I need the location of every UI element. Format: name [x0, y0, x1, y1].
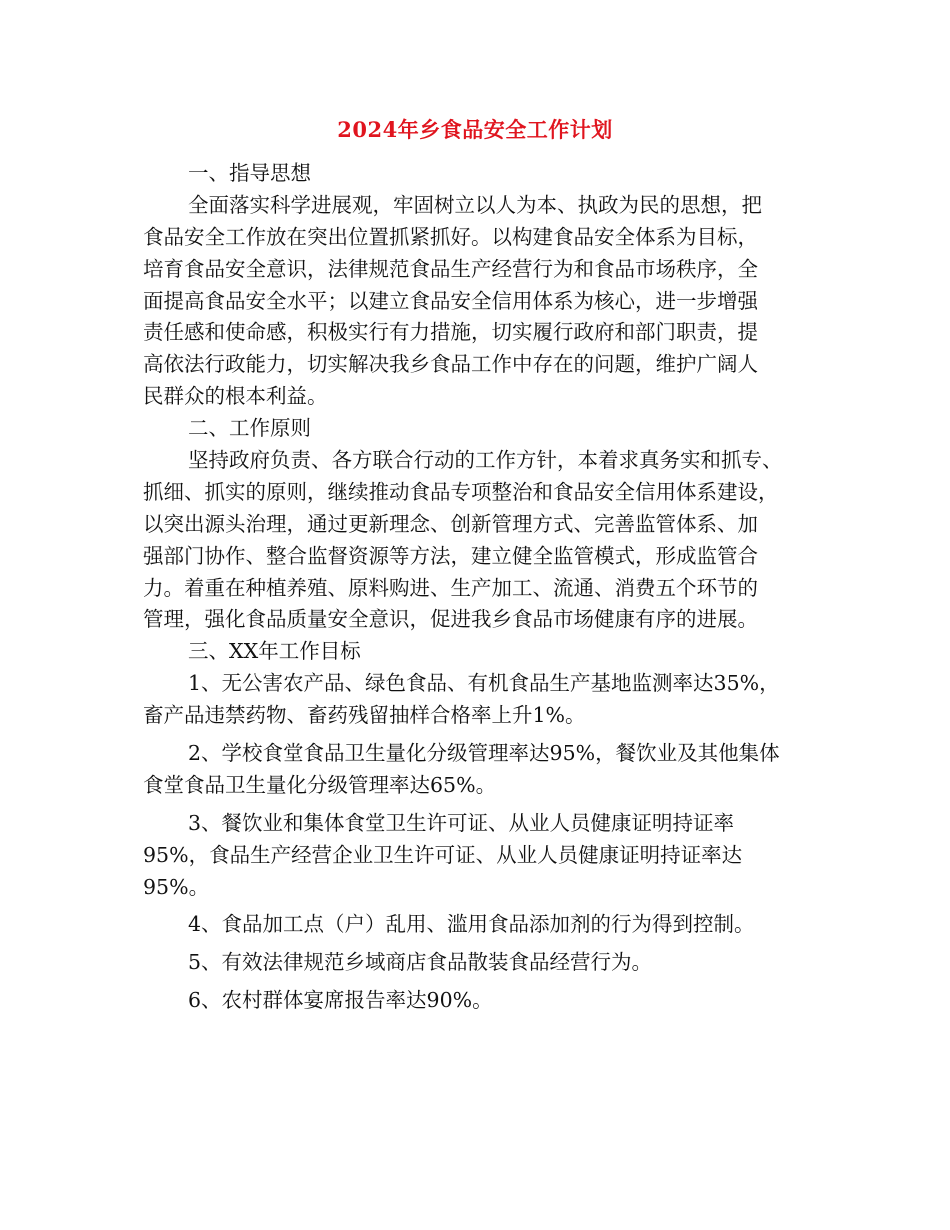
section-heading-work-goals: 三、XX年工作目标	[188, 639, 361, 664]
goal-item-line: 畜产品违禁药物、畜药残留抽样合格率上升1%。	[143, 703, 586, 728]
document-title: 2024年乡食品安全工作计划	[337, 117, 613, 142]
section-heading-work-principles: 二、工作原则	[188, 416, 311, 441]
goal-item-line: 3、餐饮业和集体食堂卫生许可证、从业人员健康证明持证率	[188, 810, 735, 835]
paragraph-line: 管理，强化食品质量安全意识，促进我乡食品市场健康有序的进展。	[143, 607, 758, 632]
goal-item-line: 2、学校食堂食品卫生量化分级管理率达95%，餐饮业及其他集体	[188, 741, 780, 766]
paragraph-line: 高依法行政能力，切实解决我乡食品工作中存在的问题，维护广阔人	[143, 352, 758, 377]
paragraph-line: 民群众的根本利益。	[143, 384, 328, 409]
goal-item-line: 6、农村群体宴席报告率达90%。	[188, 988, 493, 1013]
paragraph-line: 全面落实科学进展观，牢固树立以人为本、执政为民的思想，把	[188, 192, 762, 217]
goal-item-line: 95%。	[143, 874, 210, 899]
goal-item-line: 1、无公害农产品、绿色食品、有机食品生产基地监测率达35%，	[188, 671, 780, 696]
paragraph-line: 培育食品安全意识，法律规范食品生产经营行为和食品市场秩序，全	[143, 256, 758, 281]
paragraph-line: 责任感和使命感，积极实行有力措施，切实履行政府和部门职责，提	[143, 320, 758, 345]
goal-item-line: 食堂食品卫生量化分级管理率达65%。	[143, 772, 497, 797]
paragraph-line: 强部门协作、整合监督资源等方法，建立健全监管模式，形成监管合	[143, 543, 758, 568]
paragraph-line: 面提高食品安全水平；以建立食品安全信用体系为核心，进一步增强	[143, 288, 758, 313]
paragraph-line: 力。着重在种植养殖、原料购进、生产加工、流通、消费五个环节的	[143, 575, 758, 600]
paragraph-line: 食品安全工作放在突出位置抓紧抓好。以构建食品安全体系为目标，	[143, 224, 758, 249]
document-body	[143, 158, 809, 1017]
paragraph-line: 抓细、抓实的原则，继续推动食品专项整治和食品安全信用体系建设，	[143, 479, 779, 504]
goal-item-line: 4、食品加工点（户）乱用、滥用食品添加剂的行为得到控制。	[188, 912, 755, 937]
goal-item-line: 5、有效法律规范乡域商店食品散装食品经营行为。	[188, 950, 653, 975]
goal-item-line: 95%，食品生产经营企业卫生许可证、从业人员健康证明持证率达	[143, 842, 743, 867]
section-heading-guiding-ideology: 一、指导思想	[188, 161, 311, 185]
paragraph-line: 以突出源头治理，通过更新理念、创新管理方式、完善监管体系、加	[143, 511, 758, 536]
paragraph-line: 坚持政府负责、各方联合行动的工作方针，本着求真务实和抓专、	[188, 448, 783, 473]
